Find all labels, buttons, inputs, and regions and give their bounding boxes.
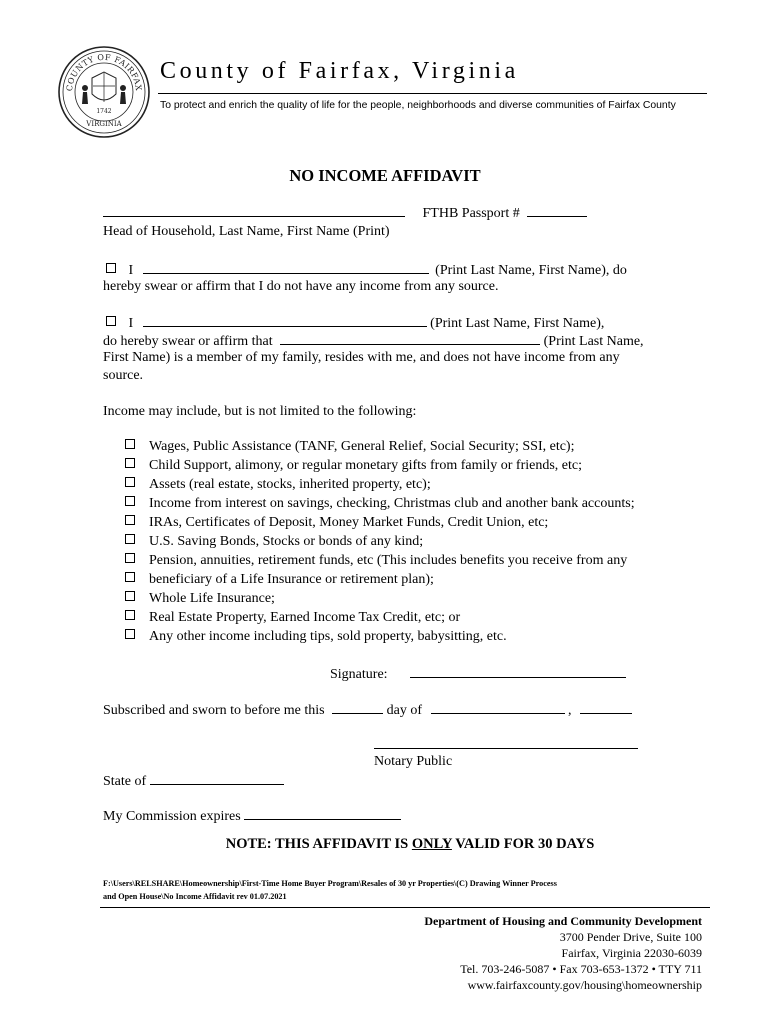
income-item-checkbox[interactable]: [125, 553, 135, 563]
header-divider: [158, 93, 707, 94]
income-item-label: Any other income including tips, sold property, babysitting, etc.: [149, 629, 507, 644]
income-item-checkbox[interactable]: [125, 477, 135, 487]
income-item: [125, 437, 725, 456]
day-field[interactable]: [332, 699, 383, 714]
affirm-self-text: hereby swear or affirm that I do not have any income from any source.: [103, 279, 499, 294]
affirm-self-print-label: (Print Last Name, First Name), do: [435, 263, 627, 278]
validity-note-only: ONLY: [411, 836, 452, 852]
svg-text:VIRGINIA: VIRGINIA: [86, 120, 122, 128]
income-item-label: Wages, Public Assistance (TANF, General Relief, Social Security; SSI, etc);: [149, 439, 575, 454]
county-title: County of Fairfax, Virginia: [160, 58, 519, 84]
income-item-label: Child Support, alimony, or regular monetary gifts from family or friends, etc;: [149, 458, 582, 473]
affirm-member-name-field[interactable]: [143, 312, 427, 327]
affirm-member-family-field[interactable]: [280, 330, 540, 345]
income-item: [125, 456, 725, 475]
head-of-household-row: [103, 202, 587, 223]
income-item: [125, 475, 725, 494]
income-list: [125, 437, 725, 646]
signature-field[interactable]: [410, 663, 626, 678]
head-of-household-label: Head of Household, Last Name, First Name (Print): [103, 224, 390, 239]
affirm-member-text-prefix: do hereby swear or affirm that: [103, 334, 273, 349]
income-item-checkbox[interactable]: [125, 515, 135, 525]
svg-text:COUNTY OF FAIRFAX: COUNTY OF FAIRFAX: [64, 52, 144, 92]
income-item-checkbox[interactable]: [125, 572, 135, 582]
affirm-self-name-field[interactable]: [143, 259, 429, 274]
income-item: [125, 494, 725, 513]
income-item-label: Assets (real estate, stocks, inherited property, etc);: [149, 477, 431, 492]
income-item-label: Pension, annuities, retirement funds, etc (This includes benefits you receive from any: [149, 553, 628, 568]
income-item: [125, 551, 725, 570]
affirm-member-text-3: First Name) is a member of my family, resides with me, and does not have income from any: [103, 350, 620, 365]
comma-label: ,: [568, 703, 572, 718]
state-of-field[interactable]: [150, 770, 284, 785]
fthb-passport-label: FTHB Passport #: [422, 206, 520, 221]
department-name: Department of Housing and Community Development: [424, 914, 702, 928]
income-item-checkbox[interactable]: [125, 458, 135, 468]
affirm-self-i: I: [128, 263, 134, 278]
county-seal-logo: [56, 44, 152, 140]
income-item: [125, 627, 725, 646]
footer-divider: [100, 907, 710, 908]
subscribed-label: Subscribed and sworn to before me this: [103, 703, 325, 718]
subscribed-row: [103, 699, 632, 720]
notary-signature-field[interactable]: [374, 748, 638, 749]
income-item-checkbox[interactable]: [125, 629, 135, 639]
income-item: [125, 570, 725, 589]
income-item: [125, 589, 725, 608]
file-path-line-2: and Open House\No Income Affidavit rev 01.07.2021: [103, 892, 287, 901]
income-item-checkbox[interactable]: [125, 496, 135, 506]
affirm-member-i: I: [128, 316, 134, 331]
income-item-label: U.S. Saving Bonds, Stocks or bonds of any kind;: [149, 534, 424, 549]
income-item-label: Real Estate Property, Earned Income Tax Credit, etc; or: [149, 610, 461, 625]
svg-text:1742: 1742: [96, 108, 112, 115]
day-of-label: day of: [386, 703, 423, 718]
fthb-passport-field[interactable]: [527, 202, 587, 217]
notary-public-label: Notary Public: [374, 754, 453, 769]
income-intro: Income may include, but is not limited to the following:: [103, 404, 417, 419]
commission-field[interactable]: [244, 805, 401, 820]
document-title: NO INCOME AFFIDAVIT: [289, 166, 481, 185]
validity-note-prefix: NOTE: THIS AFFIDAVIT IS: [225, 836, 412, 852]
state-of-row: [103, 770, 284, 791]
county-tagline: To protect and enrich the quality of life for the people, neighborhoods and diverse communities of Fairfax County: [160, 100, 676, 111]
affirm-member-print-label: (Print Last Name, First Name),: [430, 316, 605, 331]
income-item: [125, 513, 725, 532]
phone-numbers: Tel. 703-246-5087 • Fax 703-653-1372 • TTY 711: [460, 962, 702, 976]
commission-row: [103, 805, 401, 826]
validity-note-suffix: VALID FOR 30 DAYS: [451, 836, 595, 852]
address-line-2: Fairfax, Virginia 22030-6039: [561, 946, 702, 960]
signature-row: [330, 663, 626, 684]
income-item-label: Whole Life Insurance;: [149, 591, 275, 606]
income-item-checkbox[interactable]: [125, 591, 135, 601]
income-item: [125, 532, 725, 551]
affirm-member-text-4: source.: [103, 368, 144, 383]
income-item-checkbox[interactable]: [125, 534, 135, 544]
signature-label: Signature:: [330, 667, 388, 682]
file-path-line-1: F:\Users\RELSHARE\Homeownership\First-Time Home Buyer Program\Resales of 30 yr Properties\(C) Drawing Winner Process: [103, 879, 557, 888]
affirm-self-checkbox[interactable]: [106, 263, 116, 273]
income-item: [125, 608, 725, 627]
validity-note: [0, 836, 770, 853]
affirm-member-checkbox[interactable]: [106, 316, 116, 326]
head-of-household-field[interactable]: [103, 202, 405, 217]
month-field[interactable]: [431, 699, 565, 714]
income-item-label: beneficiary of a Life Insurance or retirement plan);: [149, 572, 434, 587]
file-path: [103, 877, 557, 903]
state-of-label: State of: [103, 774, 147, 789]
income-item-checkbox[interactable]: [125, 439, 135, 449]
income-item-label: Income from interest on savings, checking, Christmas club and another bank accounts;: [149, 496, 635, 511]
year-field[interactable]: [580, 699, 632, 714]
website-link[interactable]: www.fairfaxcounty.gov/housing\homeownership: [467, 978, 702, 992]
footer-contact: [424, 913, 702, 993]
income-item-label: IRAs, Certificates of Deposit, Money Market Funds, Credit Union, etc;: [149, 515, 549, 530]
address-line-1: 3700 Pender Drive, Suite 100: [559, 930, 702, 944]
affirm-member-text-suffix: (Print Last Name,: [543, 334, 644, 349]
commission-label: My Commission expires: [103, 809, 241, 824]
income-item-checkbox[interactable]: [125, 610, 135, 620]
